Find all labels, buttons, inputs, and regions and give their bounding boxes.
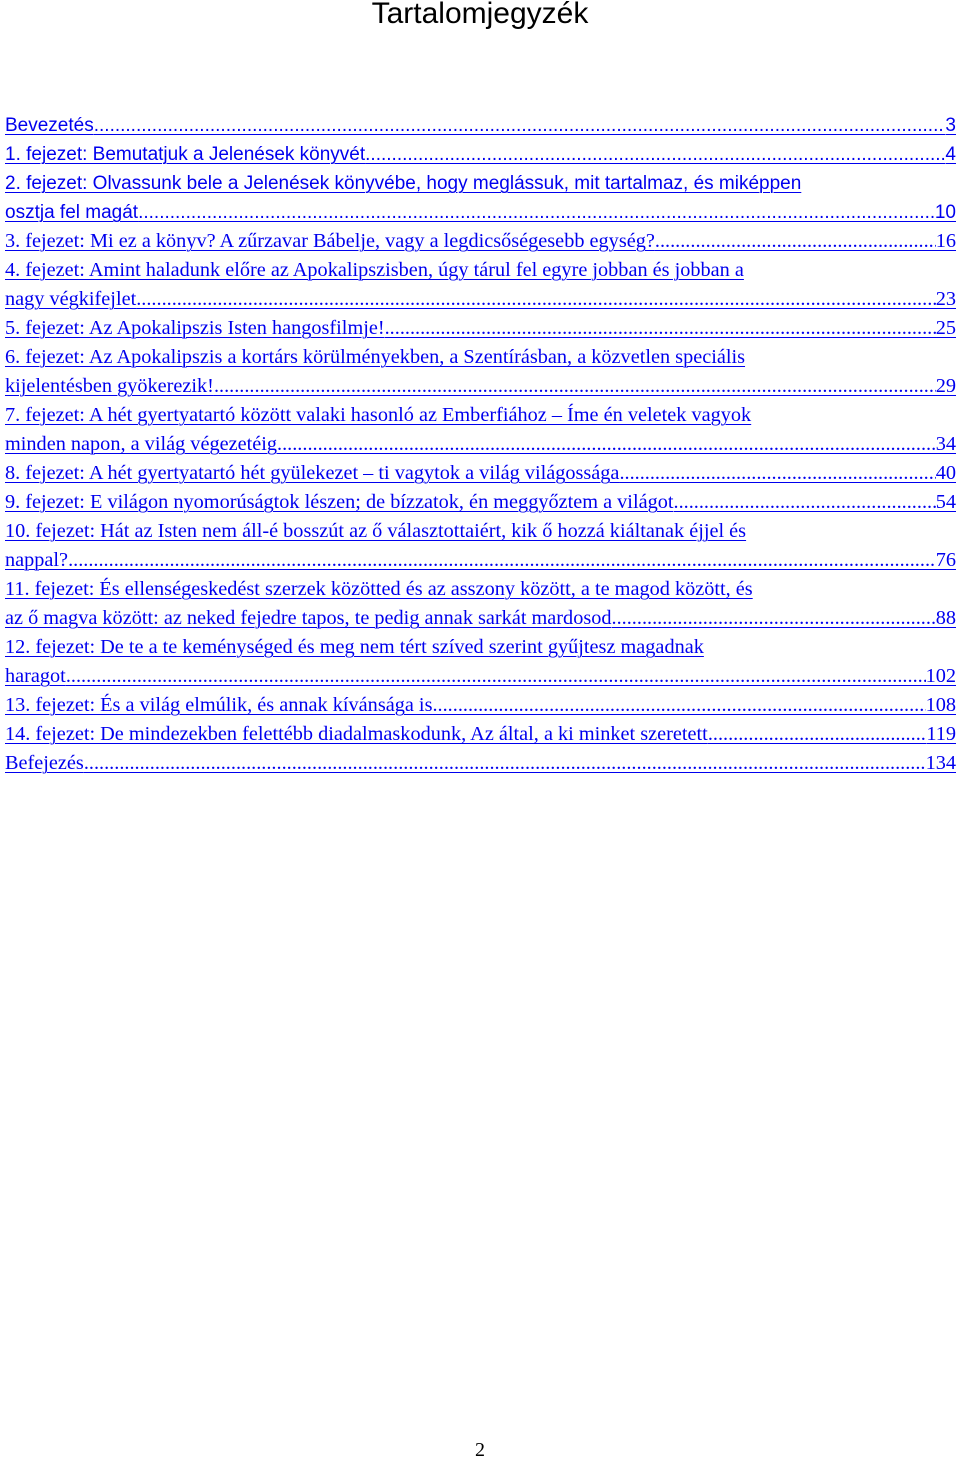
toc-entry-link[interactable] [5, 401, 956, 459]
toc-title: Tartalomjegyzék [371, 0, 589, 30]
dot-leader [68, 546, 936, 575]
dot-leader [432, 691, 925, 720]
toc-entry-page-number: 76 [935, 549, 956, 571]
toc-entry-last-line [5, 140, 956, 169]
toc-entry-link[interactable] [5, 691, 956, 720]
dot-leader [708, 720, 927, 749]
toc-entry-last-line [5, 430, 956, 459]
toc-item [5, 517, 956, 575]
toc-entry-page-number: 108 [925, 694, 956, 716]
dot-leader [84, 749, 926, 778]
dot-leader [385, 314, 936, 343]
table-of-contents [5, 111, 956, 778]
toc-entry-link[interactable] [5, 343, 956, 401]
toc-item [5, 343, 956, 401]
dot-leader [277, 430, 936, 459]
toc-entry-text-line: 2. fejezet: Olvassunk bele a Jelenések könyvébe, hogy meglássuk, mit tartalmaz, és miképpen [5, 173, 802, 194]
toc-item [5, 314, 956, 343]
toc-item [5, 488, 956, 517]
toc-entry-link[interactable] [5, 111, 956, 140]
toc-entry-text-line: 12. fejezet: De te a te keménységed és meg nem tért szíved szerint gyűjtesz magadnak [5, 636, 704, 658]
toc-entry-link[interactable] [5, 227, 956, 256]
toc-entry-title: minden napon, a világ végezetéig [5, 433, 278, 455]
toc-entry-last-line [5, 691, 956, 720]
toc-entry-last-line [5, 604, 956, 633]
toc-entry-page-number: 29 [935, 375, 956, 397]
toc-entry-title: haragot [5, 665, 66, 687]
toc-entry-last-line [5, 662, 956, 691]
toc-item [5, 111, 956, 140]
toc-entry-page-number: 54 [935, 491, 956, 513]
toc-entry-page-number: 10 [934, 202, 956, 223]
toc-entry-title: 1. fejezet: Bemutatjuk a Jelenések könyvét [5, 144, 366, 165]
toc-entry-last-line [5, 227, 956, 256]
toc-entry-title: nappal? [5, 549, 69, 571]
toc-entry-last-line [5, 111, 956, 140]
toc-entry-link[interactable] [5, 720, 956, 749]
dot-leader [66, 662, 926, 691]
dot-leader [136, 285, 936, 314]
dot-leader [655, 227, 936, 256]
toc-entry-page-number: 40 [935, 462, 956, 484]
dot-leader [612, 604, 936, 633]
toc-entry-page-number: 134 [925, 752, 956, 774]
toc-entry-link[interactable] [5, 633, 956, 691]
toc-entry-last-line [5, 720, 956, 749]
toc-entry-title: 3. fejezet: Mi ez a könyv? A zűrzavar Bábelje, vagy a legdicsőségesebb egység? [5, 230, 655, 252]
toc-item [5, 140, 956, 169]
toc-entry-title: 9. fejezet: E világon nyomorúságtok lészen; de bízzatok, én meggyőztem a világot [5, 491, 674, 513]
toc-entry-link[interactable] [5, 517, 956, 575]
toc-entry-text-line: 11. fejezet: És ellenségeskedést szerzek közötted és az asszony között, a te magod között, és [5, 578, 753, 600]
toc-entry-page-number: 16 [935, 230, 956, 252]
dot-leader [214, 372, 936, 401]
toc-entry-page-number: 23 [935, 288, 956, 310]
toc-entry-link[interactable] [5, 314, 956, 343]
toc-item [5, 633, 956, 691]
toc-item [5, 256, 956, 314]
toc-entry-link[interactable] [5, 169, 956, 227]
toc-entry-page-number: 4 [945, 144, 956, 165]
dot-leader [365, 140, 945, 169]
toc-item [5, 459, 956, 488]
toc-entry-last-line [5, 285, 956, 314]
toc-entry-last-line [5, 372, 956, 401]
toc-entry-title: 13. fejezet: És a világ elmúlik, és annak kívánsága is [5, 694, 433, 716]
toc-item [5, 227, 956, 256]
toc-entry-title: nagy végkifejlet [5, 288, 137, 310]
toc-entry-title: Befejezés [5, 752, 84, 774]
toc-entry-last-line [5, 749, 956, 778]
toc-entry-text-line: 10. fejezet: Hát az Isten nem áll-é bosszút az ő választottaiért, kik ő hozzá kiáltanak éjjel és [5, 520, 747, 542]
toc-entry-last-line [5, 488, 956, 517]
toc-item [5, 749, 956, 778]
toc-entry-last-line [5, 459, 956, 488]
toc-entry-text-line: 4. fejezet: Amint haladunk előre az Apokalipszisben, úgy tárul fel egyre jobban és jobban a [5, 259, 744, 281]
toc-entry-page-number: 34 [935, 433, 956, 455]
toc-entry-last-line [5, 198, 956, 227]
toc-item [5, 169, 956, 227]
toc-entry-link[interactable] [5, 459, 956, 488]
toc-entry-link[interactable] [5, 488, 956, 517]
toc-entry-page-number: 3 [945, 115, 956, 136]
toc-entry-link[interactable] [5, 256, 956, 314]
toc-entry-page-number: 25 [935, 317, 956, 339]
toc-entry-page-number: 102 [925, 665, 956, 687]
dot-leader [94, 111, 946, 140]
toc-entry-page-number: 88 [935, 607, 956, 629]
toc-entry-last-line [5, 314, 956, 343]
toc-entry-link[interactable] [5, 749, 956, 778]
toc-entry-text-line: 7. fejezet: A hét gyertyatartó között valaki hasonló az Emberfiához – Íme én veletek vagyok [5, 404, 752, 426]
toc-entry-title: 14. fejezet: De mindezekben felettébb diadalmaskodunk, Az által, a ki minket szeretett [5, 723, 708, 745]
toc-entry-last-line [5, 546, 956, 575]
dot-leader [674, 488, 936, 517]
toc-entry-title: kijelentésben gyökerezik! [5, 375, 214, 397]
toc-entry-title: 8. fejezet: A hét gyertyatartó hét gyülekezet – ti vagytok a világ világossága [5, 462, 620, 484]
toc-item [5, 720, 956, 749]
toc-entry-text-line: 6. fejezet: Az Apokalipszis a kortárs körülményekben, a Szentírásban, a közvetlen speciális [5, 346, 746, 368]
toc-entry-title: osztja fel magát [5, 202, 139, 223]
toc-item [5, 401, 956, 459]
dot-leader [138, 198, 935, 227]
dot-leader [619, 459, 935, 488]
page-number: 2 [475, 1439, 485, 1461]
toc-entry-link[interactable] [5, 140, 956, 169]
toc-item [5, 691, 956, 720]
toc-entry-title: az ő magva között: az neked fejedre tapos, te pedig annak sarkát mardosod [5, 607, 612, 629]
toc-item [5, 575, 956, 633]
toc-entry-page-number: 119 [926, 723, 956, 745]
toc-entry-link[interactable] [5, 575, 956, 633]
toc-entry-title: 5. fejezet: Az Apokalipszis Isten hangosfilmje! [5, 317, 385, 339]
toc-entry-title: Bevezetés [5, 115, 94, 136]
